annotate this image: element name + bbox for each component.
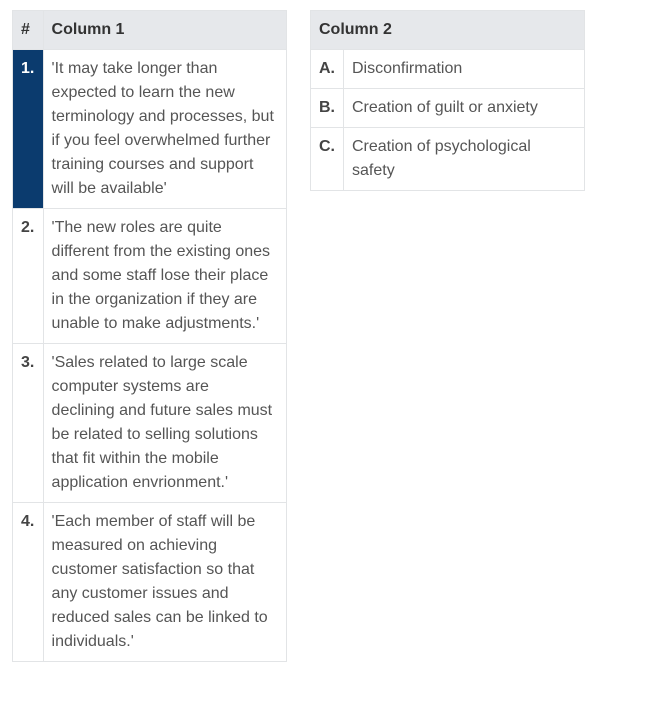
column1-header-row <box>13 11 287 50</box>
row-text[interactable]: 'Each member of staff will be measured on achieving customer satisfaction so that any customer issues and reduced sales can be linked to individuals.' <box>43 503 286 662</box>
header-column1: Column 1 <box>43 11 286 50</box>
column2-row[interactable] <box>311 50 585 89</box>
column2-row[interactable] <box>311 89 585 128</box>
column2-row[interactable] <box>311 128 585 191</box>
row-text[interactable]: 'It may take longer than expected to learn the new terminology and processes, but if you feel overwhelmed further training courses and support will be available' <box>43 50 286 209</box>
row-number[interactable]: 2. <box>13 209 44 344</box>
column1-row[interactable] <box>13 50 287 209</box>
column1-row[interactable] <box>13 503 287 662</box>
row-letter[interactable]: B. <box>311 89 344 128</box>
row-number[interactable]: 3. <box>13 344 44 503</box>
column1-row[interactable] <box>13 209 287 344</box>
row-number[interactable]: 1. <box>13 50 44 209</box>
row-letter[interactable]: C. <box>311 128 344 191</box>
row-text[interactable]: Disconfirmation <box>344 50 585 89</box>
column1-table <box>12 10 287 662</box>
header-number: # <box>13 11 44 50</box>
column2-header-row <box>311 11 585 50</box>
header-column2: Column 2 <box>311 11 585 50</box>
row-text[interactable]: 'The new roles are quite different from the existing ones and some staff lose their place in the organization if they are unable to make adjustments.' <box>43 209 286 344</box>
column2-table <box>310 10 585 191</box>
column1-row[interactable] <box>13 344 287 503</box>
row-number[interactable]: 4. <box>13 503 44 662</box>
row-text[interactable]: Creation of psychological safety <box>344 128 585 191</box>
row-text[interactable]: 'Sales related to large scale computer systems are declining and future sales must be related to selling solutions that fit within the mobile application envrionment.' <box>43 344 286 503</box>
row-letter[interactable]: A. <box>311 50 344 89</box>
row-text[interactable]: Creation of guilt or anxiety <box>344 89 585 128</box>
